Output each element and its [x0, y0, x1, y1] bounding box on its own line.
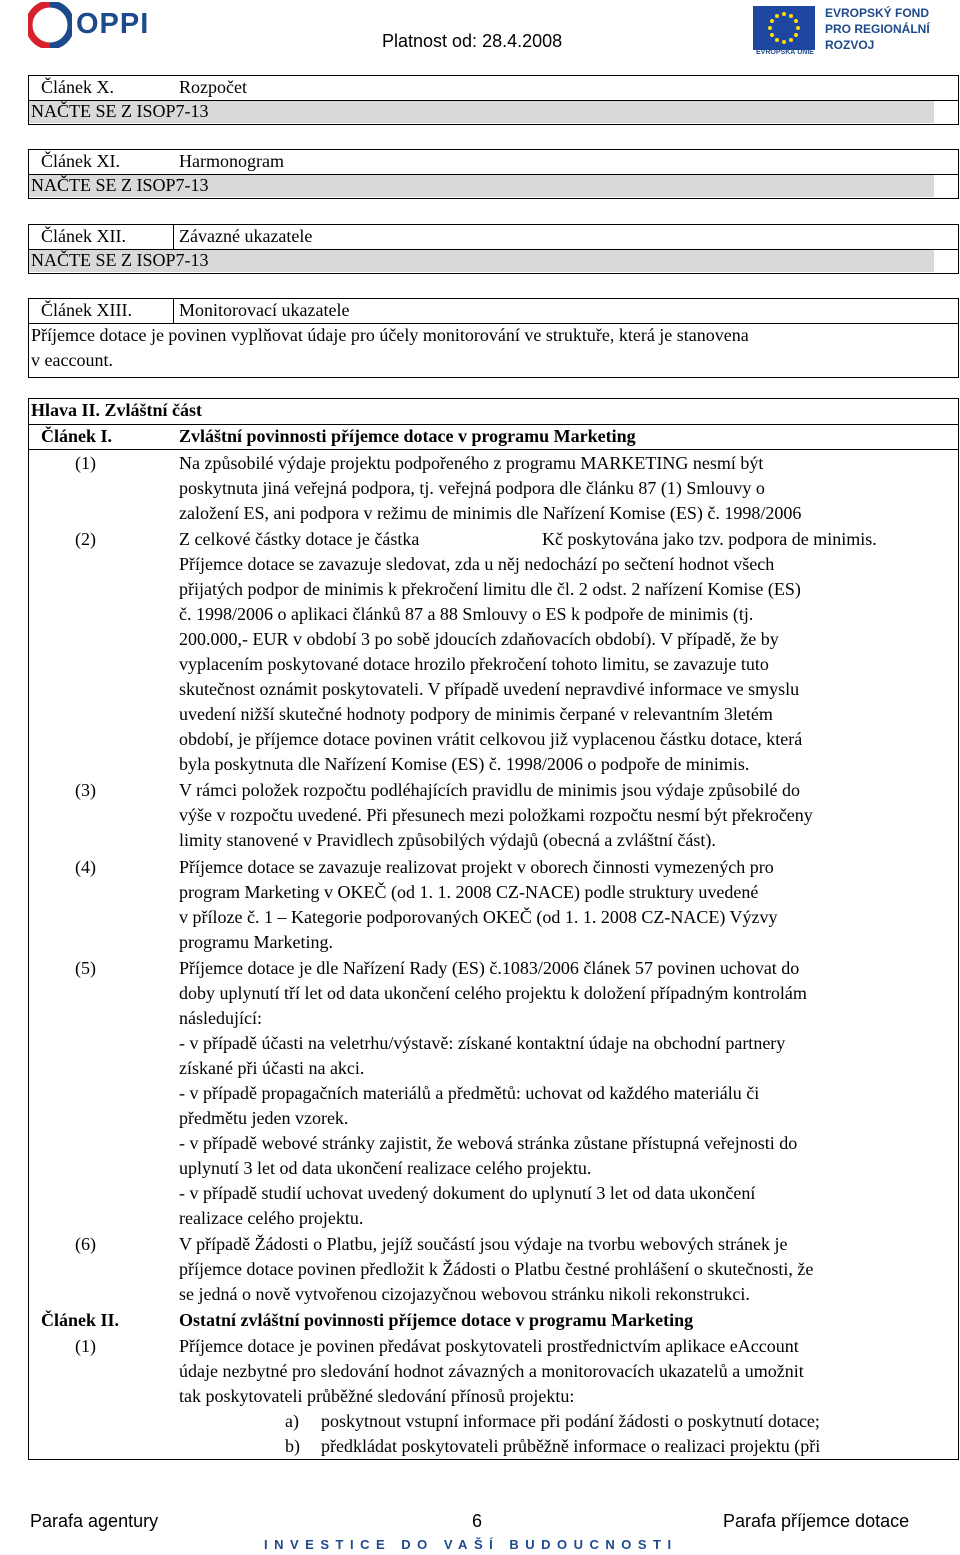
article-title: Závazné ukazatele: [179, 226, 313, 246]
article-header: [29, 76, 958, 101]
paragraph-line: program Marketing v OKEČ (od 1. 1. 2008 CZ-NACE) podle struktury uvedené: [179, 882, 759, 902]
article-binding-indicators: [28, 224, 959, 274]
isop-placeholder: [29, 250, 934, 272]
paragraph-line: uplynutí 3 let od data ukončení realizace celého projektu.: [179, 1158, 592, 1178]
paragraph-line: limity stanovené v Pravidlech způsobilých výdajů (obecná a zvláštní část).: [179, 830, 716, 850]
paragraph-line: Příjemce dotace je povinen předávat poskytovateli prostřednictvím aplikace eAccount: [179, 1336, 799, 1356]
paragraph-number: (1): [75, 453, 96, 473]
paragraph-line: přijatých podpor de minimis k překročení limitu dle čl. 2 odst. 2 nařízení Komise (ES): [179, 579, 801, 599]
page-header: [0, 0, 960, 60]
paragraph-line: založení ES, ani podpora v režimu de minimis dle Nařízení Komise (ES) č. 1998/2006: [179, 503, 802, 523]
paragraph-line: byla poskytnuta dle Nařízení Komise (ES) č. 1998/2006 o podpoře de minimis.: [179, 754, 750, 774]
article-header: [29, 150, 958, 175]
paragraph-line: Příjemce dotace se zavazuje realizovat projekt v oborech činnosti vymezených pro: [179, 857, 774, 877]
paragraph-line: V rámci položek rozpočtu podléhajících pravidlu de minimis jsou výdaje způsobilé do: [179, 780, 801, 800]
erdf-line: EVROPSKÝ FOND: [825, 6, 930, 20]
paragraph-line: údaje nezbytné pro sledování hodnot závazných a monitorovacích ukazatelů a umožnit: [179, 1361, 804, 1381]
article-number: Článek II.: [41, 1310, 120, 1330]
paragraph-line: v příloze č. 1 – Kategorie podporovaných OKEČ (od 1. 1. 2008 CZ-NACE) Výzvy: [179, 907, 778, 927]
divider: [173, 299, 174, 323]
article-title: Harmonogram: [179, 151, 284, 171]
article-header: [29, 225, 958, 250]
isop-note: NAČTE SE Z ISOP7-13: [31, 175, 209, 195]
paragraph-line: Příjemce dotace je dle Nařízení Rady (ES) č.1083/2006 článek 57 povinen uchovat do: [179, 958, 800, 978]
paragraph-line: - v případě webové stránky zajistit, že webová stránka zůstane přístupná veřejnosti do: [179, 1133, 798, 1153]
validity-date: Platnost od: 28.4.2008: [382, 31, 563, 51]
paragraph-line: V případě Žádosti o Platbu, jejíž součástí jsou výdaje na tvorbu webových stránek je: [179, 1234, 788, 1254]
isop-placeholder: [29, 175, 934, 197]
article-number: Článek XIII.: [41, 300, 132, 320]
paragraph-number: (4): [75, 857, 96, 877]
paragraph-number: (6): [75, 1234, 96, 1254]
special-part-section: [28, 398, 959, 1460]
article-title: Zvláštní povinnosti příjemce dotace v programu Marketing: [179, 426, 636, 446]
paragraph-line: - v případě účasti na veletrhu/výstavě: získané kontaktní údaje na obchodní partnery: [179, 1033, 786, 1053]
article-monitoring-indicators: [28, 298, 959, 378]
isop-note: NAČTE SE Z ISOP7-13: [31, 101, 209, 121]
oppi-logo-icon: [28, 2, 72, 48]
paragraph-line: realizace celého projektu.: [179, 1208, 364, 1228]
article-title: Monitorovací ukazatele: [179, 300, 350, 320]
paragraph-line: získané při účasti na akci.: [179, 1058, 365, 1078]
oppi-logo-text: OPPI: [76, 8, 150, 40]
article-number: Článek I.: [41, 426, 113, 446]
paragraph-line: 200.000,- EUR v období 3 po sobě jdoucích zdaňovacích období). V případě, že by: [179, 629, 779, 649]
erdf-label: [825, 5, 930, 53]
paragraph-line: příjemce dotace povinen předložit k Žádosti o Platbu čestné prohlášení o skutečnosti, že: [179, 1259, 814, 1279]
paragraph-line: poskytnuta jiná veřejná podpora, tj. veřejná podpora dle článku 87 (1) Smlouvy o: [179, 478, 765, 498]
paragraph-line: Příjemce dotace se zavazuje sledovat, zda u něj nedochází po sečtení hodnot všech: [179, 554, 775, 574]
eu-flag-icon: [753, 6, 815, 50]
section-heading: Hlava II. Zvláštní část: [31, 400, 203, 420]
paragraph-line: - v případě propagačních materiálů a předmětů: uchovat od každého materiálu či: [179, 1083, 760, 1103]
paragraph-line: předmětu jeden vzorek.: [179, 1108, 349, 1128]
paragraph-line: následující:: [179, 1008, 262, 1028]
article-budget: [28, 75, 959, 125]
list-item-label: b): [285, 1436, 300, 1456]
erdf-line: PRO REGIONÁLNÍ: [825, 22, 930, 36]
divider: [173, 225, 174, 249]
paragraph-line: Kč poskytována jako tzv. podpora de minimis.: [542, 529, 877, 549]
paragraph-line: se jedná o nově vytvořenou cizojazyčnou webovou stránku nikoli rekonstrukci.: [179, 1284, 750, 1304]
page-number: 6: [472, 1511, 483, 1531]
divider: [29, 449, 958, 450]
list-item-label: a): [285, 1411, 299, 1431]
paragraph-number: (3): [75, 780, 96, 800]
paragraph-line: výše v rozpočtu uvedené. Při přesunech mezi položkami rozpočtu nesmí být překročeny: [179, 805, 813, 825]
divider: [29, 424, 958, 425]
paragraph-line: Z celkové částky dotace je částka: [179, 529, 420, 549]
paragraph-number: (2): [75, 529, 96, 549]
agency-initials-label: Parafa agentury: [30, 1511, 159, 1531]
isop-placeholder: [29, 101, 934, 123]
paragraph-line: Příjemce dotace je povinen vyplňovat údaje pro účely monitorování ve struktuře, která je stanovena: [31, 325, 749, 345]
list-item-text: předkládat poskytovateli průběžně informace o realizaci projektu (při: [321, 1436, 821, 1456]
paragraph-line: doby uplynutí tří let od data ukončení celého projektu k doložení případným kontrolám: [179, 983, 807, 1003]
article-header: [29, 299, 958, 324]
paragraph-line: vyplacením poskytované dotace hrozilo překročení tohoto limitu, se zavazuje tuto: [179, 654, 769, 674]
paragraph-line: tak poskytovateli průběžné sledování přínosů projektu:: [179, 1386, 575, 1406]
paragraph-line: programu Marketing.: [179, 932, 333, 952]
paragraph-line: období, je příjemce dotace povinen vrátit celkovou již vyplacenou částku dotace, která: [179, 729, 803, 749]
article-schedule: [28, 149, 959, 199]
oppi-logo: [28, 2, 168, 50]
article-title: Ostatní zvláštní povinnosti příjemce dotace v programu Marketing: [179, 1310, 694, 1330]
article-number: Článek XII.: [41, 226, 126, 246]
article-title: Rozpočet: [179, 77, 247, 97]
paragraph-line: v eaccount.: [31, 350, 113, 370]
paragraph-number: (1): [75, 1336, 96, 1356]
paragraph-number: (5): [75, 958, 96, 978]
paragraph-line: Na způsobilé výdaje projektu podpořeného z programu MARKETING nesmí být: [179, 453, 764, 473]
article-number: Článek X.: [41, 77, 114, 97]
paragraph-line: uvedení nižší skutečné hodnoty podpory de minimis čerpané v relevantním 3letém: [179, 704, 773, 724]
article-number: Článek XI.: [41, 151, 120, 171]
eu-caption: EVROPSKÁ UNIE: [756, 49, 814, 56]
list-item-text: poskytnout vstupní informace při podání žádosti o poskytnutí dotace;: [321, 1411, 820, 1431]
paragraph-line: skutečnost oznámit poskytovateli. V případě uvedení nepravdivé informace ve smyslu: [179, 679, 800, 699]
page-footer: [0, 1505, 960, 1555]
paragraph-line: - v případě studií uchovat uvedený dokument do uplynutí 3 let od data ukončení: [179, 1183, 756, 1203]
isop-note: NAČTE SE Z ISOP7-13: [31, 250, 209, 270]
erdf-line: ROZVOJ: [825, 38, 875, 52]
slogan: INVESTICE DO VAŠÍ BUDOUCNOSTI: [264, 1537, 678, 1552]
recipient-initials-label: Parafa příjemce dotace: [723, 1511, 910, 1531]
paragraph-line: č. 1998/2006 o aplikaci článků 87 a 88 Smlouvy o ES k podpoře de minimis (tj.: [179, 604, 754, 624]
